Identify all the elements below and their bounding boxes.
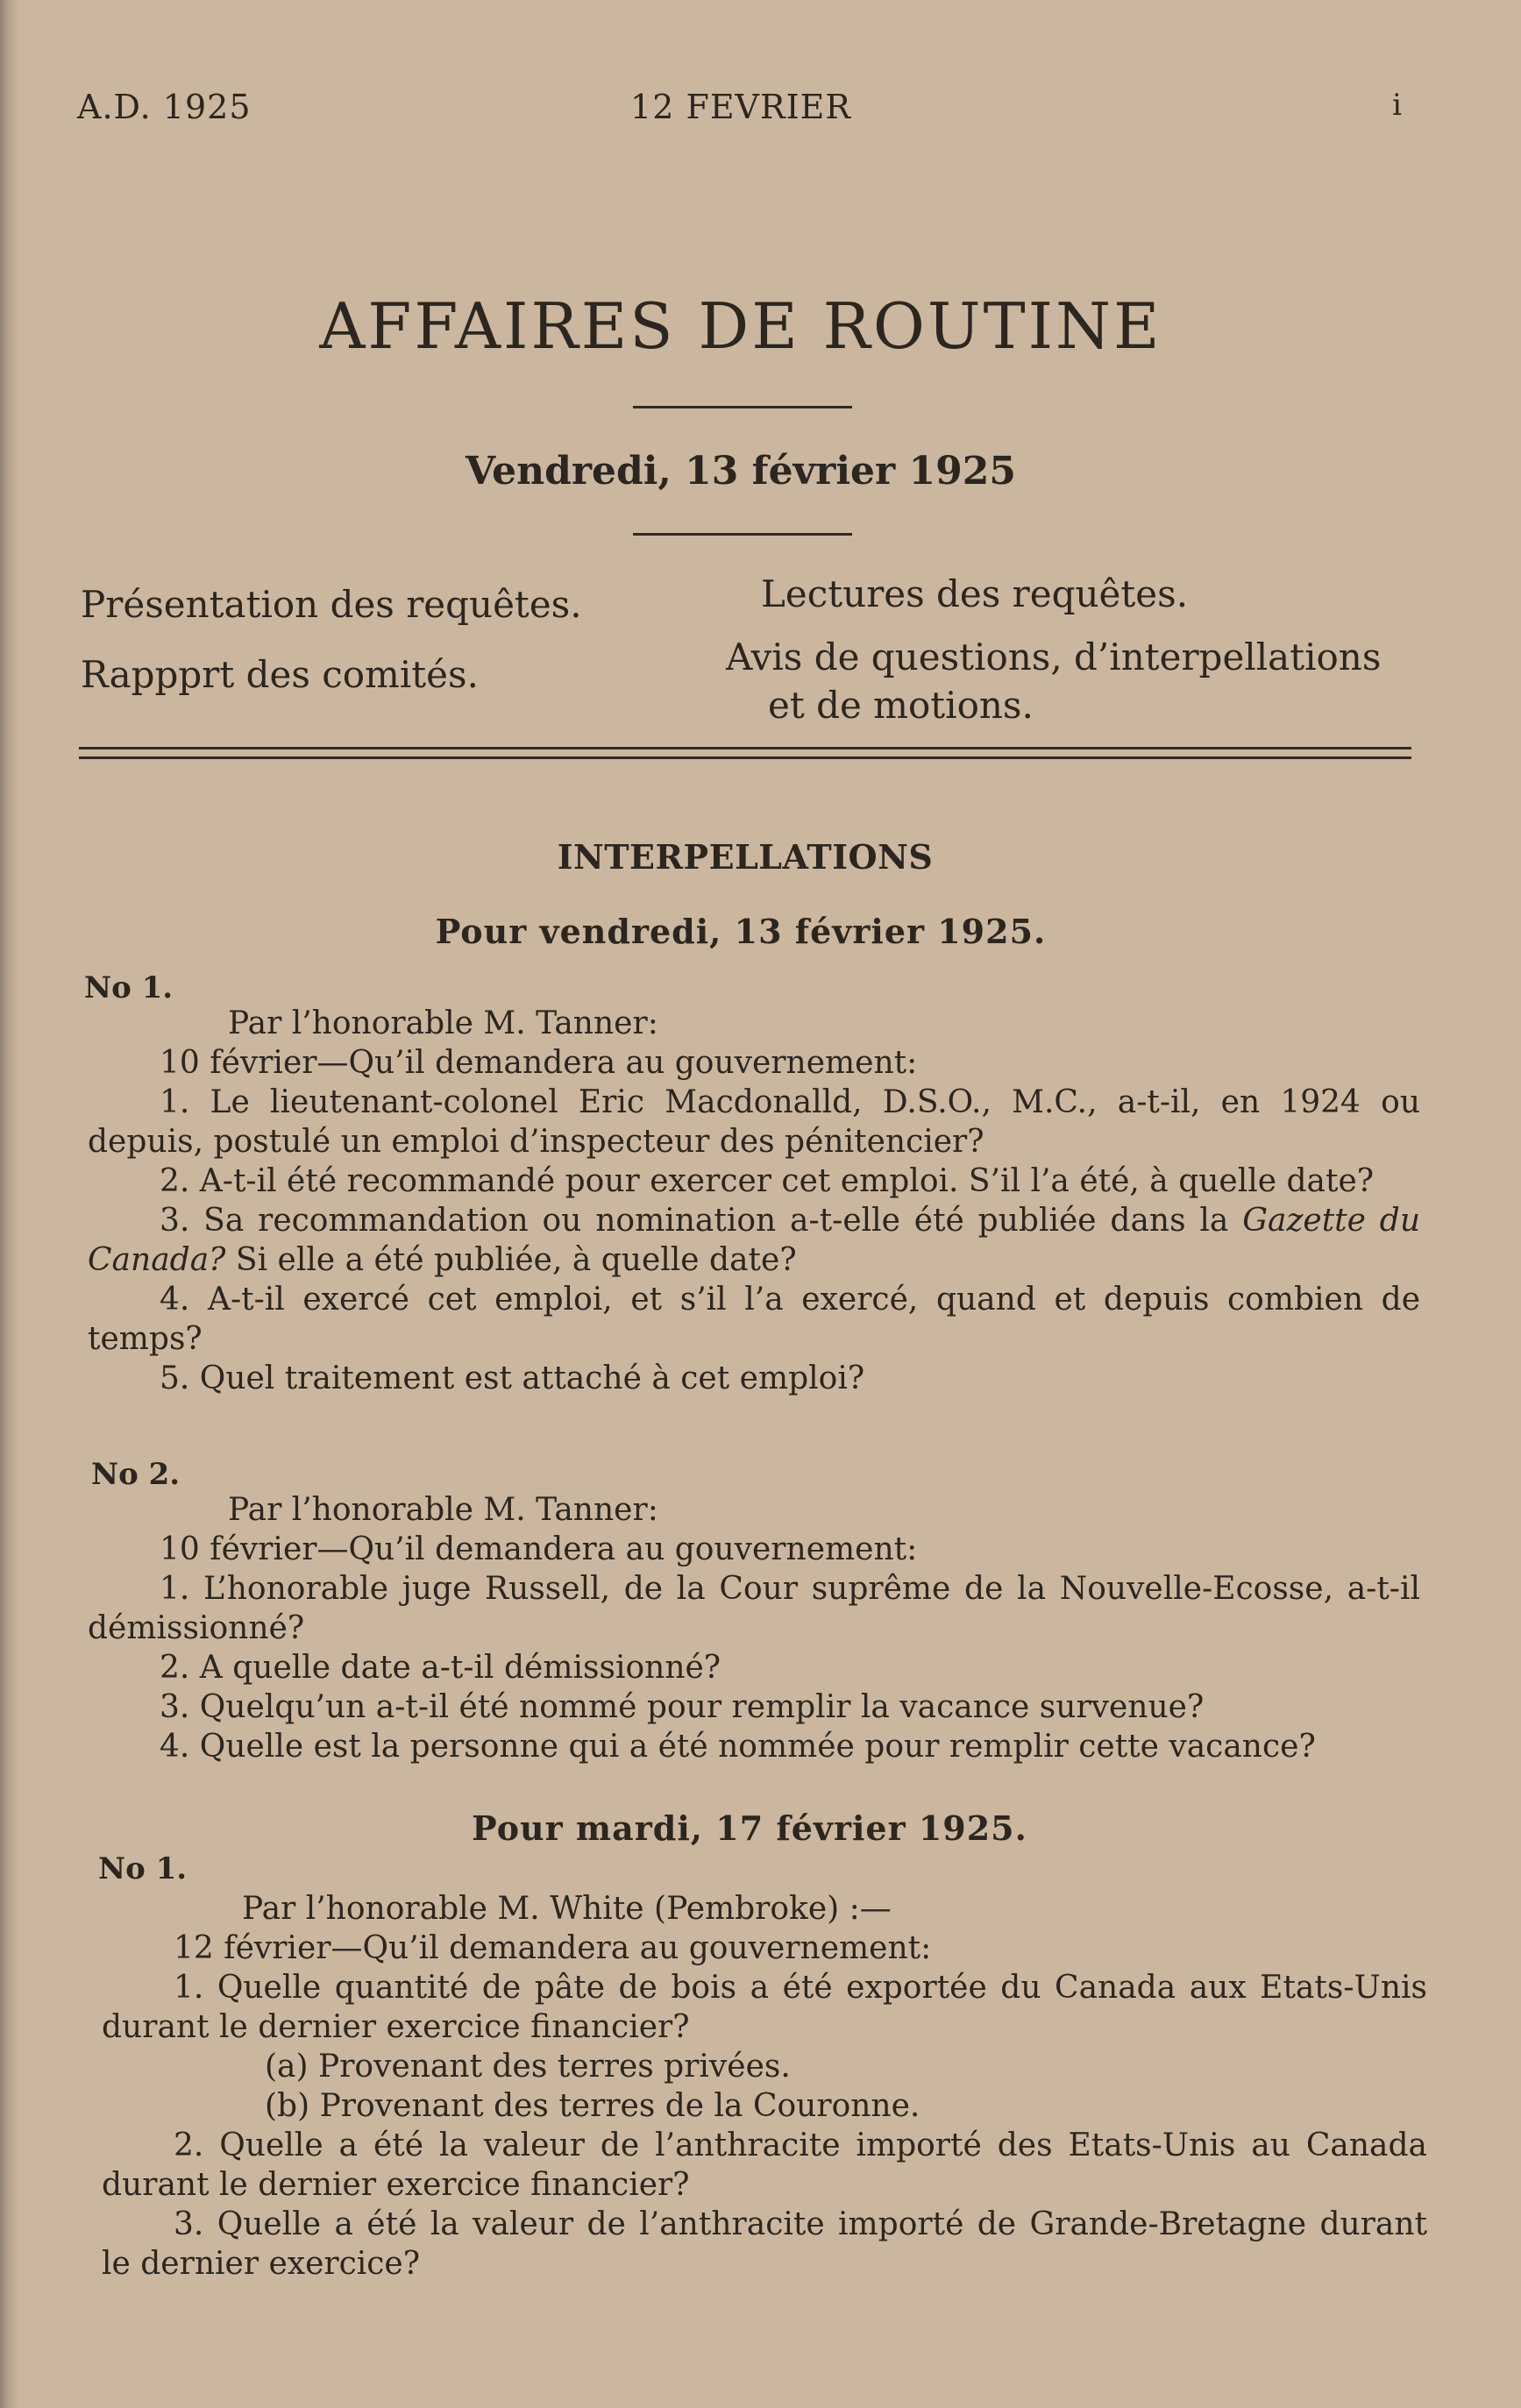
question-author: Par l’honorable M. Tanner: xyxy=(228,1492,658,1528)
question-intro: 10 février—Qu’il demandera au gouvernement: xyxy=(160,1045,918,1081)
routine-item-avis-line1: Avis de questions, d’interpellations xyxy=(726,636,1382,678)
question-number: No 1. xyxy=(98,1851,188,1886)
question-item: 4. A-t-il exercé cet emploi, et s’il l’a exercé, quand et depuis combien de temps? xyxy=(88,1282,1420,1357)
question-body xyxy=(88,1004,1420,1398)
routine-item-presentation: Présentation des requêtes. xyxy=(81,583,582,626)
question-number: No 1. xyxy=(84,970,174,1005)
header-year: A.D. 1925 xyxy=(77,88,252,126)
question-intro: 12 février—Qu’il demandera au gouvernement: xyxy=(174,1930,932,1966)
gazette-title: Gazette du Canada? xyxy=(88,1203,1421,1278)
question-intro: 10 février—Qu’il demandera au gouvernement: xyxy=(160,1531,918,1567)
block-heading-mardi: Pour mardi, 17 février 1925. xyxy=(472,1808,1027,1848)
question-body xyxy=(102,1889,1427,2284)
block-heading-vendredi: Pour vendredi, 13 février 1925. xyxy=(435,912,1047,951)
question-author: Par l’honorable M. Tanner: xyxy=(228,1005,658,1041)
question-item-text: 3. Sa recommandation ou nomination a-t-elle été publiée dans la xyxy=(160,1203,1229,1239)
section-double-rule xyxy=(79,747,1411,759)
question-item: 3. Quelle a été la valeur de l’anthracite importé de Grande-Bretagne durant le dernier exercice? xyxy=(102,2206,1427,2282)
sitting-date: Vendredi, 13 février 1925 xyxy=(465,449,1017,494)
question-item: 3. Quelqu’un a-t-il été nommé pour remplir la vacance survenue? xyxy=(160,1689,1205,1725)
question-item: 2. Quelle a été la valeur de l’anthracite importé des Etats-Unis au Canada durant le dernier exercice financier? xyxy=(102,2127,1427,2203)
title-rule xyxy=(633,406,852,408)
page-title: AFFAIRES DE ROUTINE xyxy=(319,289,1162,363)
question-item: 2. A-t-il été recommandé pour exercer cet emploi. S’il l’a été, à quelle date? xyxy=(160,1163,1375,1199)
question-subitem: (b) Provenant des terres de la Couronne. xyxy=(265,2088,920,2124)
routine-item-lectures: Lectures des requêtes. xyxy=(761,572,1189,615)
question-item-text: Si elle a été publiée, à quelle date? xyxy=(225,1242,797,1278)
header-page-number: i xyxy=(1392,88,1403,123)
question-item xyxy=(88,1201,1420,1280)
routine-item-avis-line2: et de motions. xyxy=(768,684,1034,727)
question-item: 1. Quelle quantité de pâte de bois a été exportée du Canada aux Etats-Unis durant le dernier exercice financier? xyxy=(102,1970,1427,2045)
routine-item-rapport: Rappprt des comités. xyxy=(81,653,479,696)
header-date: 12 FEVRIER xyxy=(630,88,851,126)
question-author: Par l’honorable M. White (Pembroke) :— xyxy=(242,1891,892,1927)
section-title: INTERPELLATIONS xyxy=(557,837,934,877)
question-item: 1. L’honorable juge Russell, de la Cour suprême de la Nouvelle-Ecosse, a-t-il démissionné? xyxy=(88,1571,1420,1646)
question-item: 4. Quelle est la personne qui a été nommée pour remplir cette vacance? xyxy=(160,1729,1316,1765)
question-number: No 2. xyxy=(91,1457,181,1492)
question-item: 5. Quel traitement est attaché à cet emploi? xyxy=(160,1360,865,1396)
question-item: 2. A quelle date a-t-il démissionné? xyxy=(160,1650,721,1686)
question-item: 1. Le lieutenant-colonel Eric Macdonalld, D.S.O., M.C., a-t-il, en 1924 ou depuis, postulé un emploi d’inspecteur des pénitencier? xyxy=(88,1084,1420,1160)
date-rule xyxy=(633,533,852,536)
question-subitem: (a) Provenant des terres privées. xyxy=(265,2049,791,2085)
question-body xyxy=(88,1490,1420,1766)
